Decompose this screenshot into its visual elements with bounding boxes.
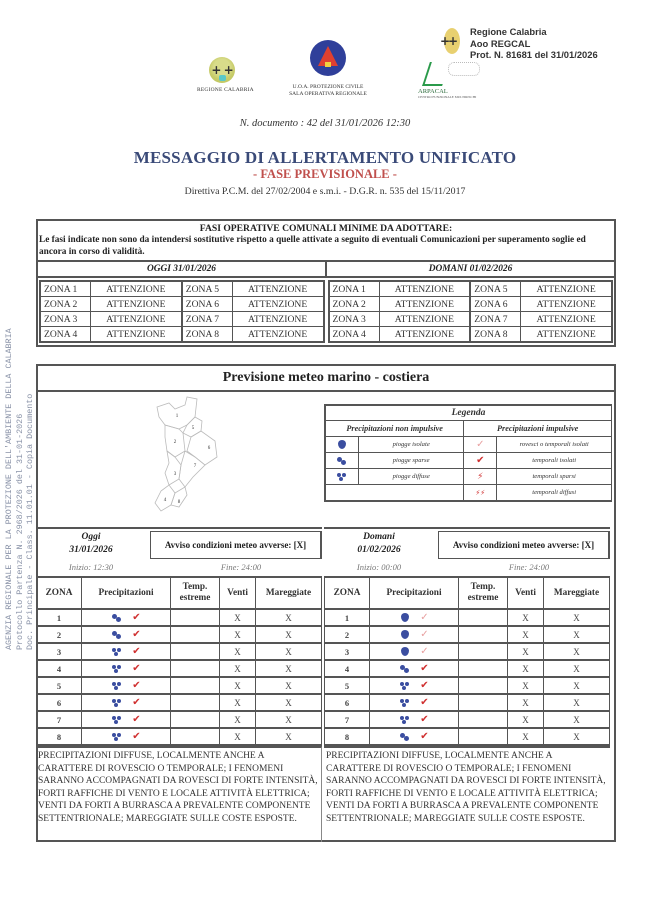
regione-calabria-logo — [197, 57, 254, 93]
zone-number: 1 — [37, 609, 82, 626]
fasi-phase: ATTENZIONE — [379, 312, 470, 327]
table-row — [37, 677, 322, 694]
fasi-phase: ATTENZIONE — [232, 327, 323, 343]
column-header: ZONA — [37, 577, 82, 609]
piogge-diffuse-icon — [111, 664, 123, 674]
mareggiate-cell: X — [544, 694, 610, 711]
mareggiate-cell: X — [256, 660, 322, 677]
mareggiate-cell: X — [256, 728, 322, 745]
logo-caption: SALA OPERATIVA REGIONALE — [289, 91, 367, 97]
fasi-row — [40, 281, 324, 297]
piogge-diffuse-icon — [399, 698, 411, 708]
precipitation-cell — [370, 677, 459, 694]
fasi-zone: ZONA 8 — [470, 327, 521, 343]
precipitation-cell — [82, 677, 171, 694]
protezione-civile-logo — [282, 40, 374, 98]
precipitation-cell — [82, 728, 171, 745]
piogge-isolate-icon — [399, 630, 411, 640]
table-row — [37, 643, 322, 660]
calabria-zones-map — [147, 395, 222, 515]
temp-estreme-cell — [171, 728, 220, 745]
precipitation-cell — [82, 694, 171, 711]
column-header: Venti — [508, 577, 544, 609]
precipitation-cell — [370, 728, 459, 745]
temporali-diffusi-icon: ⚡⚡ — [475, 488, 486, 497]
legend-non-impulsive-header: Precipitazioni non impulsive — [325, 421, 464, 437]
day-date: 31/01/2026 — [69, 545, 113, 555]
fasi-tomorrow-label: DOMANI 01/02/2026 — [428, 264, 513, 274]
fasi-row — [40, 297, 324, 312]
precipitation-cell — [82, 660, 171, 677]
legend-label: piogge diffuse — [359, 469, 464, 485]
fasi-zone: ZONA 6 — [182, 297, 233, 312]
temporali-isolati-icon: ✔ — [132, 662, 141, 674]
fasi-operative-box — [36, 219, 616, 347]
venti-cell: X — [508, 728, 544, 745]
protocol-line: Prot. N. 81681 del 31/01/2026 — [470, 49, 598, 60]
zone-number: 3 — [37, 643, 82, 660]
fasi-row — [40, 327, 324, 343]
protezione-civile-emblem-icon — [310, 40, 346, 76]
map-zone-7 — [179, 451, 205, 487]
venti-cell: X — [508, 711, 544, 728]
temporali-isolati-icon: ✔ — [476, 454, 485, 466]
column-header: Mareggiate — [256, 577, 322, 609]
mareggiate-cell: X — [256, 694, 322, 711]
venti-cell: X — [220, 677, 256, 694]
temp-estreme-cell — [459, 694, 508, 711]
zone-number: 1 — [325, 609, 370, 626]
temporali-isolati-icon: ✔ — [132, 696, 141, 708]
piogge-diffuse-icon — [111, 698, 123, 708]
piogge-diffuse-icon — [399, 715, 411, 725]
precipitation-cell — [82, 711, 171, 728]
forecast-description: PRECIPITAZIONI DIFFUSE, LOCALMENTE ANCHE A CARATTERE DI ROVESCIO O TEMPORALE; I FENOMENI SARANNO ACCOMPAGNATI DA ROVESCI DI FORTE INTENSITÀ, FORTI RAFFICHE DI VENTO E LOCALE ATTIVITÀ ELETTRICA; VENTI DA FORTI A BURRASCA A PREVALENTE COMPONENTE SETTENTRIONALE; MAREGGIATE SULLE COSTE ESPOSTE. — [324, 746, 610, 842]
fasi-phase: ATTENZIONE — [232, 312, 323, 327]
temp-estreme-cell — [171, 643, 220, 660]
table-row — [37, 609, 322, 626]
avviso-meteo-avverse: Avviso condizioni meteo avverse: [X] — [150, 531, 322, 559]
logo-subcaption: CENTRO FUNZIONALE MULTIRISCHI — [418, 95, 477, 99]
watermark-line: Doc. Principale - Class. 11.01.01 - Copia Documento — [25, 393, 35, 650]
table-row — [37, 728, 322, 745]
precipitation-cell — [370, 609, 459, 626]
watermark-line: Protocollo Partenza N. 2968/2026 del 31-01-2026 — [14, 413, 25, 650]
zone-number: 3 — [325, 643, 370, 660]
temporali-isolati-icon: ✔ — [132, 628, 141, 640]
temporali-isolati-icon: ✔ — [420, 662, 429, 674]
fasi-zone: ZONA 1 — [40, 281, 91, 297]
zone-number: 7 — [325, 711, 370, 728]
fasi-zone: ZONA 5 — [470, 281, 521, 297]
directive-reference: Direttiva P.C.M. del 27/02/2004 e s.m.i. - D.G.R. n. 535 del 15/11/2017 — [184, 186, 466, 197]
fasi-phase: ATTENZIONE — [91, 297, 182, 312]
fasi-phase: ATTENZIONE — [521, 327, 612, 343]
map-zone-3 — [165, 451, 181, 485]
day-date: 01/02/2026 — [357, 545, 401, 555]
fasi-zone: ZONA 3 — [40, 312, 91, 327]
fasi-zone: ZONA 4 — [329, 327, 380, 343]
fasi-phase: ATTENZIONE — [521, 312, 612, 327]
temp-estreme-cell — [459, 643, 508, 660]
fasi-row — [329, 297, 613, 312]
piogge-diffuse-icon — [111, 715, 123, 725]
fasi-phase: ATTENZIONE — [91, 327, 182, 343]
validity-start: Inizio: 12:30 — [68, 562, 114, 572]
column-header: Mareggiate — [544, 577, 610, 609]
temp-estreme-cell — [459, 677, 508, 694]
venti-cell: X — [220, 728, 256, 745]
temp-estreme-cell — [171, 626, 220, 643]
table-row — [325, 609, 610, 626]
fasi-phase: ATTENZIONE — [232, 281, 323, 297]
precipitation-cell — [370, 660, 459, 677]
temp-estreme-cell — [459, 609, 508, 626]
column-header: ZONA — [325, 577, 370, 609]
mareggiate-cell: X — [544, 677, 610, 694]
logo-caption: REGIONE CALABRIA — [197, 87, 254, 93]
fasi-phase: ATTENZIONE — [379, 297, 470, 312]
fasi-zone: ZONA 4 — [40, 327, 91, 343]
legend-title: Legenda — [325, 405, 612, 421]
protocol-line: Aoo REGCAL — [470, 37, 531, 49]
map-zone-label: 3 — [173, 472, 177, 477]
table-row — [37, 711, 322, 728]
piogge-isolate-icon — [399, 647, 411, 657]
piogge-diffuse-icon — [111, 681, 123, 691]
fasi-row — [329, 312, 613, 327]
table-row — [325, 677, 610, 694]
map-zone-6 — [187, 431, 217, 465]
table-row — [37, 660, 322, 677]
day-label: Oggi — [81, 532, 101, 542]
fasi-zone: ZONA 2 — [329, 297, 380, 312]
precipitation-cell — [370, 643, 459, 660]
tomorrow-forecast-panel — [324, 527, 610, 842]
table-row — [37, 694, 322, 711]
piogge-diffuse-icon — [336, 472, 348, 482]
precipitation-cell — [82, 626, 171, 643]
temporali-isolati-icon: ✔ — [132, 645, 141, 657]
piogge-diffuse-icon — [111, 732, 123, 742]
rovesci-temporali-isolati-icon: ✓ — [420, 645, 429, 657]
table-row — [325, 711, 610, 728]
temp-estreme-cell — [459, 728, 508, 745]
temp-estreme-cell — [171, 677, 220, 694]
fasi-row — [329, 281, 613, 297]
zone-number: 8 — [325, 728, 370, 745]
zone-number: 7 — [37, 711, 82, 728]
legend-label: temporali isolati — [497, 453, 612, 469]
fasi-phase: ATTENZIONE — [91, 312, 182, 327]
fasi-row — [329, 327, 613, 343]
precipitation-cell — [370, 626, 459, 643]
arpacal-logo — [418, 62, 498, 99]
venti-cell: X — [220, 626, 256, 643]
fasi-row — [40, 312, 324, 327]
column-header: Venti — [220, 577, 256, 609]
temporali-isolati-icon: ✔ — [132, 611, 141, 623]
venti-cell: X — [508, 677, 544, 694]
day-label: Domani — [363, 532, 395, 542]
venti-cell: X — [508, 609, 544, 626]
piogge-sparse-icon — [111, 630, 123, 640]
precipitation-cell — [82, 643, 171, 660]
rovesci-temporali-isolati-icon: ✓ — [476, 438, 485, 450]
logo-caption: U.O.A. PROTEZIONE CIVILE — [292, 84, 364, 90]
temp-estreme-cell — [171, 694, 220, 711]
zone-number: 5 — [37, 677, 82, 694]
logo-caption: ARPACAL — [418, 88, 448, 95]
regione-calabria-emblem-icon — [209, 57, 235, 83]
venti-cell: X — [508, 643, 544, 660]
legend-label: piogge isolate — [359, 437, 464, 453]
molecule-icon — [448, 62, 480, 76]
mareggiate-cell: X — [544, 626, 610, 643]
temp-estreme-cell — [171, 660, 220, 677]
regione-emblem-icon: ++ — [440, 28, 464, 54]
temporali-isolati-icon: ✔ — [420, 730, 429, 742]
venti-cell: X — [220, 660, 256, 677]
legend-table — [324, 404, 612, 502]
temporali-isolati-icon: ✔ — [420, 696, 429, 708]
venti-cell: X — [220, 694, 256, 711]
temporali-sparsi-icon: ⚡ — [477, 471, 484, 482]
piogge-diffuse-icon — [111, 647, 123, 657]
mareggiate-cell: X — [256, 609, 322, 626]
table-row — [37, 626, 322, 643]
venti-cell: X — [220, 609, 256, 626]
avviso-meteo-avverse: Avviso condizioni meteo avverse: [X] — [438, 531, 610, 559]
fasi-phase: ATTENZIONE — [379, 281, 470, 297]
fasi-zone: ZONA 2 — [40, 297, 91, 312]
tomorrow-forecast-table — [324, 576, 610, 746]
fasi-zone: ZONA 7 — [182, 312, 233, 327]
temporali-isolati-icon: ✔ — [132, 679, 141, 691]
zone-number: 4 — [37, 660, 82, 677]
map-zone-label: 5 — [191, 426, 195, 431]
table-row — [325, 626, 610, 643]
legend-label: temporali sparsi — [497, 469, 612, 485]
fasi-zone: ZONA 8 — [182, 327, 233, 343]
mareggiate-cell: X — [256, 677, 322, 694]
mareggiate-cell: X — [544, 609, 610, 626]
document-number: N. documento : 42 del 31/01/2026 12:30 — [239, 118, 411, 129]
piogge-diffuse-icon — [399, 681, 411, 691]
fasi-phase: ATTENZIONE — [379, 327, 470, 343]
piogge-sparse-icon — [399, 664, 411, 674]
zone-number: 2 — [325, 626, 370, 643]
mareggiate-cell: X — [544, 660, 610, 677]
validity-end: Fine: 24:00 — [220, 562, 262, 572]
fasi-zone: ZONA 5 — [182, 281, 233, 297]
legend-label: piogge sparse — [359, 453, 464, 469]
temp-estreme-cell — [171, 609, 220, 626]
temp-estreme-cell — [459, 660, 508, 677]
fasi-zone: ZONA 3 — [329, 312, 380, 327]
temp-estreme-cell — [171, 711, 220, 728]
legend-label: rovesci o temporali isolati — [497, 437, 612, 453]
page-subtitle: - FASE PREVISIONALE - — [253, 167, 397, 181]
temporali-isolati-icon: ✔ — [132, 713, 141, 725]
legend-label: temporali diffusi — [497, 485, 612, 502]
fasi-zone: ZONA 1 — [329, 281, 380, 297]
venti-cell: X — [220, 711, 256, 728]
validity-start: Inizio: 00:00 — [356, 562, 402, 572]
rovesci-temporali-isolati-icon: ✓ — [420, 611, 429, 623]
watermark-line: AGENZIA REGIONALE PER LA PROTEZIONE DELL'AMBIENTE DELLA CALABRIA — [4, 328, 14, 650]
venti-cell: X — [508, 694, 544, 711]
table-row — [325, 660, 610, 677]
fasi-zone: ZONA 6 — [470, 297, 521, 312]
mareggiate-cell: X — [256, 626, 322, 643]
validity-end: Fine: 24:00 — [508, 562, 550, 572]
today-forecast-table — [36, 576, 322, 746]
venti-cell: X — [220, 643, 256, 660]
fasi-tomorrow-table — [328, 280, 614, 343]
precipitation-cell — [370, 694, 459, 711]
piogge-isolate-icon — [336, 440, 348, 450]
precipitation-cell — [370, 711, 459, 728]
zone-number: 4 — [325, 660, 370, 677]
zone-number: 5 — [325, 677, 370, 694]
venti-cell: X — [508, 626, 544, 643]
page-title: MESSAGGIO DI ALLERTAMENTO UNIFICATO — [133, 148, 517, 167]
fasi-phase: ATTENZIONE — [232, 297, 323, 312]
map-zone-label: 8 — [177, 500, 181, 505]
fasi-zone: ZONA 7 — [470, 312, 521, 327]
legend-impulsive-header: Precipitazioni impulsive — [464, 421, 612, 437]
mareggiate-cell: X — [544, 728, 610, 745]
fasi-note: Le fasi indicate non sono da intendersi sostitutive rispetto a quelle attivate a seguito di eventuali Comunicazioni per superamento soglie ed ancora in corso di validità. — [38, 234, 614, 262]
zone-number: 6 — [37, 694, 82, 711]
column-header: Temp. estreme — [459, 577, 508, 609]
piogge-sparse-icon — [336, 456, 348, 466]
map-zone-label: 1 — [175, 414, 179, 419]
table-row — [325, 694, 610, 711]
temporali-isolati-icon: ✔ — [420, 679, 429, 691]
mareggiate-cell: X — [544, 711, 610, 728]
zone-number: 6 — [325, 694, 370, 711]
zone-number: 2 — [37, 626, 82, 643]
piogge-sparse-icon — [111, 613, 123, 623]
protocol-line: Regione Calabria — [470, 26, 547, 37]
piogge-isolate-icon — [399, 613, 411, 623]
today-forecast-panel — [36, 527, 322, 842]
temp-estreme-cell — [459, 711, 508, 728]
fasi-today-label: OGGI 31/01/2026 — [38, 262, 327, 276]
mareggiate-cell: X — [256, 711, 322, 728]
mareggiate-cell: X — [544, 643, 610, 660]
map-zone-label: 2 — [173, 440, 177, 445]
rovesci-temporali-isolati-icon: ✓ — [420, 628, 429, 640]
fasi-heading: FASI OPERATIVE COMUNALI MINIME DA ADOTTARE: — [199, 223, 453, 234]
piogge-sparse-icon — [399, 732, 411, 742]
temp-estreme-cell — [459, 626, 508, 643]
fasi-phase: ATTENZIONE — [521, 281, 612, 297]
fasi-phase: ATTENZIONE — [91, 281, 182, 297]
forecast-description: PRECIPITAZIONI DIFFUSE, LOCALMENTE ANCHE A CARATTERE DI ROVESCIO O TEMPORALE; I FENOMENI SARANNO ACCOMPAGNATI DA ROVESCI DI FORTE INTENSITÀ, FORTI RAFFICHE DI VENTO E LOCALE ATTIVITÀ ELETTRICA; VENTI DA FORTI A BURRASCA A PREVALENTE COMPONENTE SETTENTRIONALE; MAREGGIATE SULLE COSTE ESPOSTE. — [36, 746, 322, 842]
map-zone-label: 4 — [163, 498, 167, 503]
fasi-today-table — [39, 280, 325, 343]
map-zone-label: 7 — [193, 464, 197, 469]
meteo-title: Previsione meteo marino - costiera — [38, 366, 614, 392]
precipitation-cell — [82, 609, 171, 626]
map-zone-label: 6 — [207, 446, 211, 451]
venti-cell: X — [508, 660, 544, 677]
column-header: Temp. estreme — [171, 577, 220, 609]
map-zone-1 — [157, 397, 197, 429]
mareggiate-cell: X — [256, 643, 322, 660]
temporali-isolati-icon: ✔ — [420, 713, 429, 725]
column-header: Precipitazioni — [82, 577, 171, 609]
arpacal-mark-icon — [422, 62, 450, 86]
table-row — [325, 643, 610, 660]
column-header: Precipitazioni — [370, 577, 459, 609]
table-row — [325, 728, 610, 745]
zone-number: 8 — [37, 728, 82, 745]
protocol-watermark — [4, 250, 36, 650]
fasi-phase: ATTENZIONE — [521, 297, 612, 312]
temporali-isolati-icon: ✔ — [132, 730, 141, 742]
